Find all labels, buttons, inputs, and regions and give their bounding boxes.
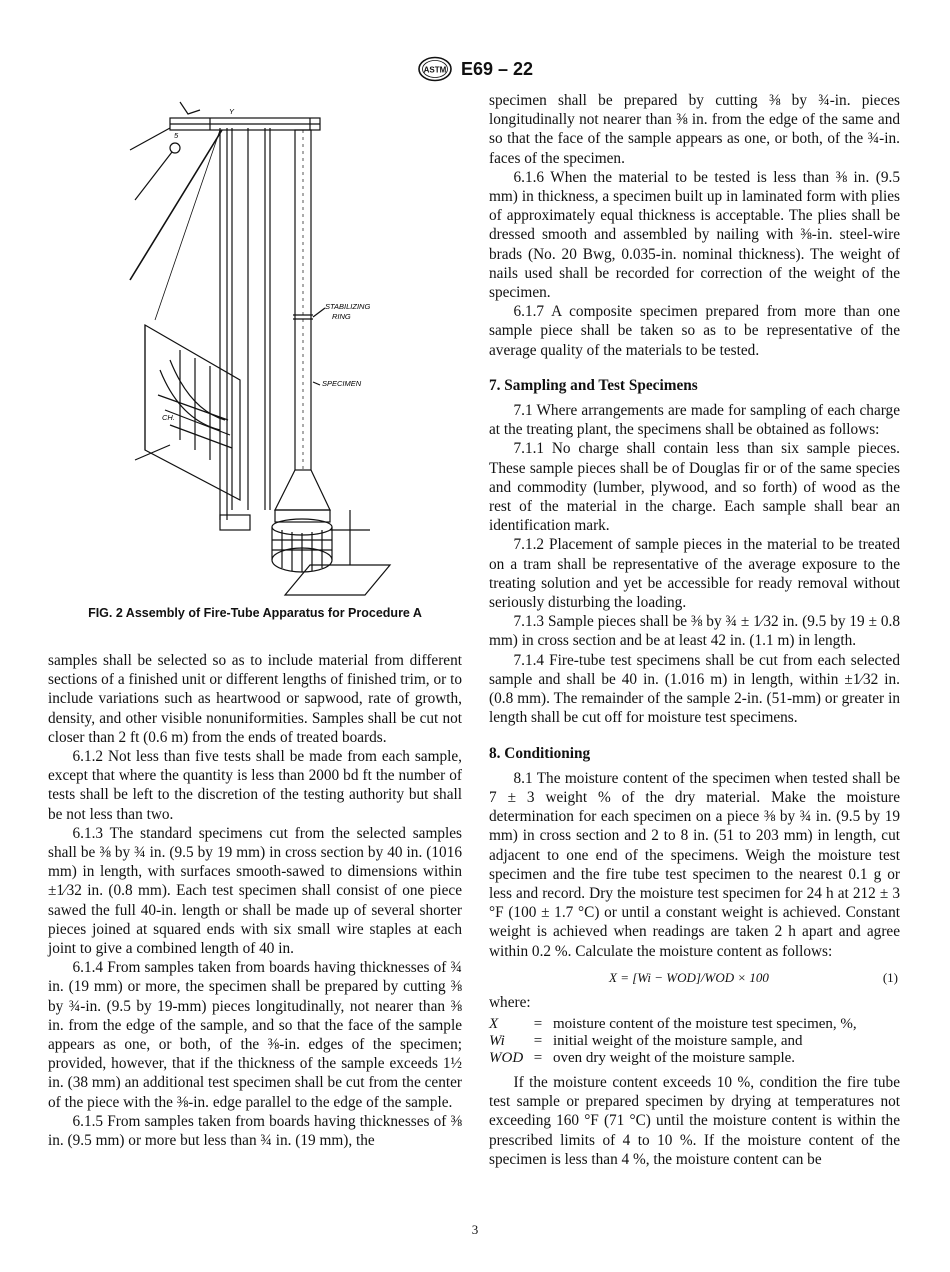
fire-tube-apparatus-figure (110, 90, 440, 610)
def-text: initial weight of the moisture sample, and (553, 1032, 803, 1049)
paragraph: 6.1.5 From samples taken from boards having thicknesses of ⅜ in. (9.5 mm) or more but less than ¾ in. (19 mm), the (48, 1112, 462, 1150)
definitions-list (489, 1016, 900, 1067)
paragraph: 6.1.2 Not less than five tests shall be made from each sample, except that where the quantity is less than 2000 bd ft the number of tests shall be left to the discretion of the testing authority but shall be not less than two. (48, 748, 462, 823)
def-equals: = (533, 1049, 543, 1066)
paragraph: specimen shall be prepared by cutting ⅜ by ¾-in. pieces longitudinally not nearer than ⅜ in. from the edge of the same and so that the face of the sample appears as one, or both, of the ¾-in. faces of the specimen. (489, 92, 900, 167)
def-equals: = (533, 1015, 543, 1032)
definition-row (489, 1033, 900, 1050)
paragraph: If the moisture content exceeds 10 %, condition the fire tube test sample or prepared specimen by drying at temperatures not exceeding 160 °F (71 °C) until the moisture content is within the prescribed limits of 4 to 10 %. If the moisture content of the specimen is less than 4 %, the moisture content can be (489, 1073, 900, 1168)
equation-number: (1) (882, 969, 898, 985)
paragraph: 6.1.4 From samples taken from boards having thicknesses of ¾ in. (19 mm) or more, the specimen shall be prepared by cutting ⅜ by ¾-in. (9.5 by 19-mm) pieces longitudinally, not nearer than ⅜ in. from the edge of the sample, and so that the face of the sample appears as one, or both, of the ⅜-in. edges of the specimen; provided, however, that if the thickness of the sample exceeds 1½ in. (38 mm) an additional test specimen shall be cut from the center of the piece with the ⅜-in. edge parallel to the edge of the sample. (48, 959, 462, 1111)
label-stabilizing: STABILIZING (325, 302, 371, 311)
def-equals: = (533, 1032, 543, 1049)
paragraph: 7.1 Where arrangements are made for sampling of each charge at the treating plant, the specimens shall be obtained as follows: (489, 402, 900, 439)
label-ch: CH. (162, 413, 175, 422)
where-label: where: (489, 993, 531, 1011)
def-text: moisture content of the moisture test specimen, %, (553, 1015, 857, 1032)
logo-text: ASTM (423, 65, 447, 75)
equation-1 (489, 965, 900, 991)
def-symbol: WOD (489, 1049, 524, 1066)
def-symbol: X (489, 1015, 499, 1032)
label-ring: RING (332, 312, 351, 321)
label-specimen: SPECIMEN (322, 379, 362, 388)
page-header (0, 56, 950, 82)
left-column (48, 651, 462, 1150)
equation-text: X = [Wi − WOD]/WOD × 100 (609, 969, 769, 985)
label-five: 5 (174, 131, 179, 140)
standard-designation: E69 – 22 (460, 58, 534, 79)
paragraph: 8.1 The moisture content of the specimen when tested shall be 7 ± 3 weight % of the dry material. Make the moisture determination for each specimen on a piece ⅜ by ¾ in. (9.5 by 19 mm) in cross section and 2 to 8 in. (51 to 203 mm) in length, cut adjacent to one end of the specimens. Weigh the moisture test specimen and the fire tube test specimen to the nearest 0.1 g or less and record. Dry the moisture test specimen for 24 h at 212 ± 3 °F (100 ± 1.7 °C) or until a constant weight is achieved. Constant weight is achieved when readings are taken 2 h apart and agree within 0.2 %. Calculate the moisture content as follows: (489, 769, 900, 960)
page-number: 3 (471, 1222, 479, 1237)
label-y: Y (229, 107, 235, 116)
definition-row (489, 1016, 900, 1033)
paragraph: samples shall be selected so as to include material from different sections of a finished unit or different lengths of finished trim, or to include variations such as heartwood or sapwood, rate of growth, density, and other visible nonuniformities. Samples shall be cut not closer than 2 ft (0.6 m) from the ends of treated boards. (48, 652, 462, 746)
def-text: oven dry weight of the moisture sample. (553, 1049, 796, 1066)
paragraph: 7.1.3 Sample pieces shall be ⅜ by ¾ ± 1⁄32 in. (9.5 by 19 ± 0.8 mm) in cross section and be at least 42 in. (1.1 m) in length. (489, 613, 900, 650)
section-heading-conditioning: 8. Conditioning (489, 744, 591, 762)
section-heading-sampling: 7. Sampling and Test Specimens (489, 376, 698, 394)
paragraph: 7.1.4 Fire-tube test specimens shall be cut from each selected sample and shall be 40 in. (1.016 m) in length, within ±1⁄32 in. (0.8 mm). The remainder of the sample 2-in. (51-mm) or greater in length shall be cut off for moisture test specimens. (489, 651, 900, 727)
paragraph: 6.1.6 When the material to be tested is less than ⅜ in. (9.5 mm) in thickness, a specimen built up in laminated form with plies of approximately equal thickness is acceptable. The plies shall be dressed smooth and assembled by nailing with ⅜-in. steel-wire brads (No. 20 Bwg, 0.035-in. nominal thickness). The weight of nails used shall be recorded for correction of the weight of the specimen. (489, 168, 900, 302)
astm-logo-icon (417, 56, 453, 82)
def-symbol: Wi (489, 1032, 505, 1049)
definition-row (489, 1050, 900, 1067)
right-column (489, 91, 900, 1169)
figure-caption: FIG. 2 Assembly of Fire-Tube Apparatus for Procedure A (88, 606, 422, 620)
paragraph: 6.1.7 A composite specimen prepared from more than one sample piece shall be taken so as to be representative of the average quality of the materials to be tested. (489, 303, 900, 359)
paragraph: 7.1.1 No charge shall contain less than six sample pieces. These sample pieces shall be of Douglas fir or of the same species and commodity (lumber, plywood, and so forth) of wood as the rest of the material in the charge. Each sample shall bear an identification mark. (489, 440, 900, 535)
paragraph: 6.1.3 The standard specimens cut from the selected samples shall be ⅜ by ¾ in. (9.5 by 19 mm) in cross section by 40 in. (1016 mm) in length, with surfaces smooth-sawed to dimensions within ±1⁄32 in. (0.8 mm). Each test specimen shall consist of one piece sawed the full 40-in. length or shall be made up of several shorter pieces joined at squared ends with six small wire staples at each joint to give a combined length of 40 in. (48, 824, 462, 958)
paragraph: 7.1.2 Placement of sample pieces in the material to be treated on a tram shall be representative of the average exposure to the treating solution and yet be accessible for ready removal without seriously disturbing the loading. (489, 536, 900, 612)
